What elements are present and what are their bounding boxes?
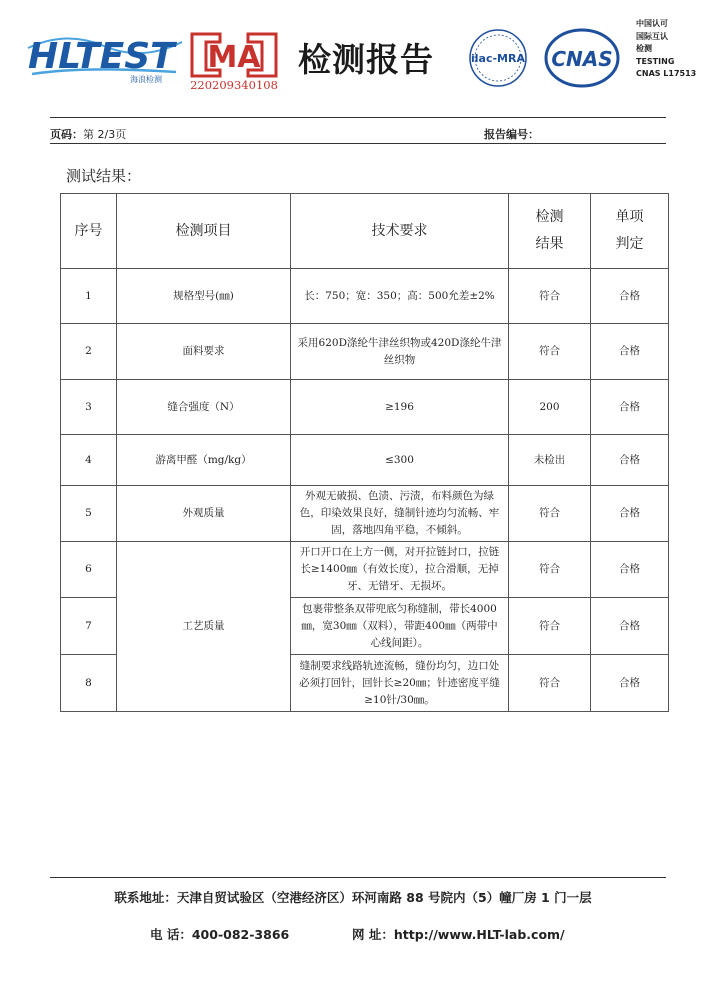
table-row (61, 324, 669, 380)
cell-requirement: 开口开口在上方一侧，对开拉链封口，拉链长≥1400㎜（有效长度），拉合滑顺，无掉牙、无错牙、无损坏。 (291, 542, 509, 598)
cell-judgment: 合格 (591, 598, 669, 655)
page-number-label: 页码： (50, 128, 83, 141)
header-result (509, 194, 591, 269)
contact-website (352, 925, 565, 943)
cell-no: 5 (61, 486, 117, 542)
cell-result: 符合 (509, 486, 591, 542)
phone-label: 电 话： (150, 927, 192, 942)
ilac-mra-logo (460, 26, 536, 90)
cell-no: 1 (61, 269, 117, 324)
cell-no: 4 (61, 435, 117, 486)
cell-result: 符合 (509, 269, 591, 324)
header-judgment-line-1: 单项 (615, 209, 644, 225)
cell-judgment: 合格 (591, 269, 669, 324)
cnas-line-3: 检测 (636, 44, 652, 53)
cell-requirement: 采用620D涤纶牛津丝织物或420D涤纶牛津丝织物 (291, 324, 509, 380)
page-title: 检测报告 (298, 40, 434, 79)
phone-value: 400-082-3866 (191, 927, 290, 942)
website-link[interactable]: http://www.HLT-lab.com/ (393, 927, 565, 942)
table-header-row (61, 194, 669, 269)
website-label: 网 址： (352, 927, 394, 942)
page-number-value: 第 2/3页 (83, 128, 127, 141)
cell-item: 外观质量 (117, 486, 291, 542)
cell-result: 符合 (509, 542, 591, 598)
cell-requirement: 外观无破损、色渍、污渍，布料颜色为绿色，印染效果良好，缝制针迹均匀流畅、牢固，落地四角平稳，不倾斜。 (291, 486, 509, 542)
header-item: 检测项目 (117, 194, 291, 269)
cell-no: 2 (61, 324, 117, 380)
cell-requirement: 包裹带整条双带兜底匀称缝制，带长4000㎜，宽30㎜（双料），带距400㎜（两带中心线间距）。 (291, 598, 509, 655)
header-judgment (591, 194, 669, 269)
report-number (484, 126, 539, 142)
cnas-line-4: TESTING (636, 56, 675, 66)
ma-logo (186, 24, 282, 86)
header-requirement: 技术要求 (291, 194, 509, 269)
cell-result: 200 (509, 380, 591, 435)
cell-item: 面料要求 (117, 324, 291, 380)
hltest-logo-text: HLTEST (28, 36, 175, 77)
cnas-line-5: CNAS L17513 (636, 69, 697, 78)
cell-judgment: 合格 (591, 486, 669, 542)
footer-rule (50, 877, 666, 878)
ilac-text: ilac-MRA (471, 52, 525, 65)
cell-judgment: 合格 (591, 435, 669, 486)
table-row (61, 435, 669, 486)
cell-item: 规格型号(㎜) (117, 269, 291, 324)
cell-requirement: 长：750；宽：350；高：500允差±2% (291, 269, 509, 324)
cnas-accreditation-text (636, 18, 696, 81)
cell-judgment: 合格 (591, 542, 669, 598)
hltest-logo-sub: 海浪检测 (130, 75, 162, 84)
cell-judgment: 合格 (591, 324, 669, 380)
header-rule-top (50, 117, 666, 118)
header-rule-bottom (50, 143, 666, 144)
table-row (61, 486, 669, 542)
header-no: 序号 (61, 194, 117, 269)
cell-no: 6 (61, 542, 117, 598)
cell-result: 符合 (509, 598, 591, 655)
page-number (50, 126, 126, 142)
cell-result: 符合 (509, 324, 591, 380)
results-table (60, 193, 669, 712)
table-row (61, 542, 669, 598)
cell-no: 3 (61, 380, 117, 435)
cell-judgment: 合格 (591, 655, 669, 712)
table-row (61, 269, 669, 324)
ma-logo-text: MA (207, 40, 261, 75)
cell-item: 缝合强度（N） (117, 380, 291, 435)
hltest-logo (26, 22, 186, 84)
cnas-line-2: 国际互认 (636, 31, 668, 41)
report-number-label: 报告编号： (484, 128, 539, 141)
cell-requirement: 缝制要求线路轨迹流畅，缝份均匀，边口处必须打回针，回针长≥20㎜；针迹密度平缝≥10针/30㎜。 (291, 655, 509, 712)
cell-judgment: 合格 (591, 380, 669, 435)
cell-result: 符合 (509, 655, 591, 712)
cell-no: 8 (61, 655, 117, 712)
header-result-line-2: 结果 (535, 236, 564, 252)
header-judgment-line-2: 判定 (615, 236, 644, 252)
section-title: 测试结果： (66, 167, 142, 185)
cell-item: 游离甲醛（mg/kg） (117, 435, 291, 486)
cell-no: 7 (61, 598, 117, 655)
contact-address: 联系地址：天津自贸试验区（空港经济区）环河南路 88 号院内（5）幢厂房 1 门一层 (114, 890, 592, 905)
header-result-line-1: 检测 (535, 209, 564, 225)
cell-requirement: ≥196 (291, 380, 509, 435)
cnas-line-1: 中国认可 (636, 19, 668, 28)
contact-phone (150, 925, 289, 943)
table-row (61, 380, 669, 435)
cell-requirement: ≤300 (291, 435, 509, 486)
cell-item: 工艺质量 (117, 542, 291, 712)
cnas-logo-text: CNAS (551, 47, 613, 71)
cell-result: 未检出 (509, 435, 591, 486)
cnas-logo (542, 26, 622, 90)
ma-certificate-number: 220209340108 (190, 78, 278, 92)
